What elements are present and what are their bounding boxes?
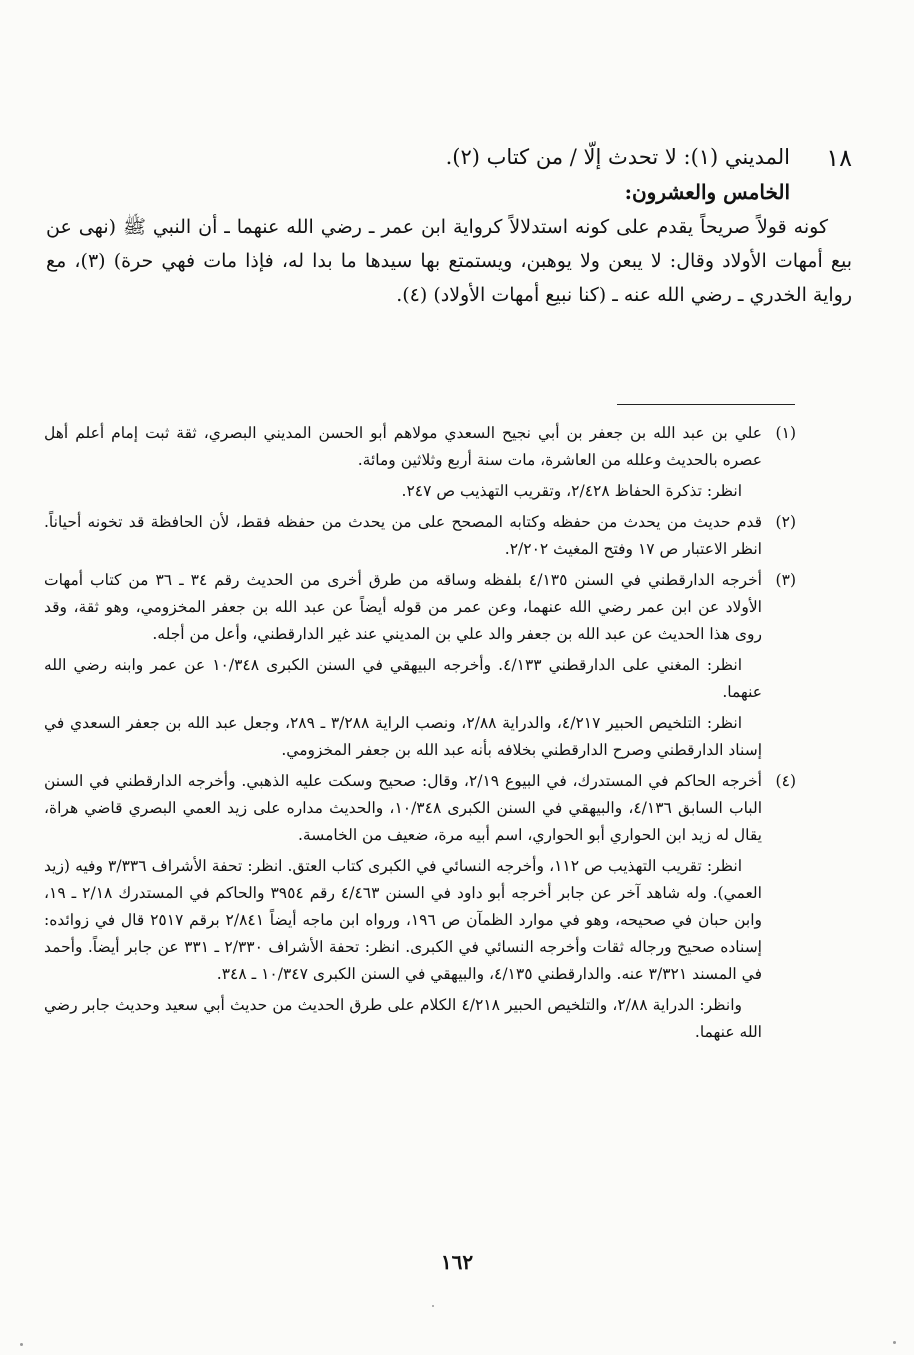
page-number: ١٦٢ bbox=[440, 1250, 474, 1274]
footnote-number: (٢) bbox=[775, 513, 796, 531]
footnote-3 bbox=[44, 567, 796, 764]
footnote-reference: انظر: التلخيص الحبير ٤/٢١٧، والدراية ٢/٨٨، ونصب الراية ٣/٢٨٨ ـ ٢٨٩، وجعل عبد الله بن جعفر السعدي في إسناد الدارقطني وصرح الدارقطني بخلافه بأنه عبد الله بن جعفر المخزومي. bbox=[44, 714, 762, 759]
footnote-reference: انظر: تقريب التهذيب ص ١١٢، وأخرجه النسائي في الكبرى كتاب العتق. انظر: تحفة الأشراف ٣/٣٣٦ وفيه (زيد العمي). وله شاهد آخر عن جابر أخرجه أبو داود في السنن ٤/٤٦٣ رقم ٣٩٥٤ والحاكم في المستدرك ٢/١٨ ـ ١٩، وابن حبان في صحيحه، وهو في موارد الظمآن ص ١٩٦، ورواه ابن ماجه أيضاً ٢/٨٤١ برقم ٢٥١٧ قال في زوائده: إسناده صحيح ورجاله ثقات وأخرجه النسائي في الكبرى. انظر: تحفة الأشراف ٢/٣٣٠ ـ ٣٣١ عن جابر أيضاً. وأحمد في المسند ٣/٣٢١ عنه. والدارقطني ٤/١٣٥، والبيهقي في السنن الكبرى ١٠/٣٤٧ ـ ٣٤٨. bbox=[44, 857, 762, 983]
main-text-block bbox=[46, 140, 852, 312]
footnote-text: أخرجه الحاكم في المستدرك، في البيوع ٢/١٩، وقال: صحيح وسكت عليه الذهبي. وأخرجه الدارقطني في السنن الباب السابق ٤/١٣٦، والبيهقي في السنن الكبرى ١٠/٣٤٨، والحديث مداره على زيد العمي البصري قاضي هراة، يقال له زيد ابن الحواري أبو الحواري، اسم أبيه مرة، ضعيف من الخامسة. bbox=[44, 772, 762, 844]
section-heading: الخامس والعشرون: bbox=[624, 180, 790, 204]
footnote-text: قدم حديث من يحدث من حفظه وكتابه المصحح على من يحدث من حفظه فقط، لأن الحافظة قد تخونه أحياناً. انظر الاعتبار ص ١٧ وفتح المغيث ٢/٢٠٢. bbox=[44, 513, 762, 558]
scan-speck bbox=[893, 1341, 896, 1344]
footnote-separator bbox=[617, 404, 795, 405]
first-line: المديني (١): لا تحدث إلّا / من كتاب (٢). bbox=[445, 145, 790, 169]
body-paragraph: كونه قولاً صريحاً يقدم على كونه استدلالاً كرواية ابن عمر ـ رضي الله عنهما ـ أن النبي ﷺ (نهى عن بيع أمهات الأولاد وقال: لا يبعن ولا يوهبن، ويستمتع بها سيدها ما بدا له، فإذا مات فهي حرة) (٣)، مع رواية الخدري ـ رضي الله عنه ـ (كنا نبيع أمهات الأولاد) (٤). bbox=[46, 216, 852, 306]
footnote-reference: وانظر: الدراية ٢/٨٨، والتلخيص الحبير ٤/٢١٨ الكلام على طرق الحديث من حديث أبي سعيد وحديث جابر رضي الله عنهما. bbox=[44, 996, 762, 1041]
scan-speck bbox=[20, 1343, 23, 1346]
footnote-reference: انظر: المغني على الدارقطني ٤/١٣٣. وأخرجه البيهقي في السنن الكبرى ١٠/٣٤٨ عن عمر وابنه رضي الله عنهما. bbox=[44, 656, 762, 701]
footnote-number: (٣) bbox=[775, 571, 796, 589]
footnote-number: (٤) bbox=[775, 772, 796, 790]
scan-speck bbox=[432, 1305, 434, 1307]
footnote-2 bbox=[44, 509, 796, 563]
footnote-text: علي بن عبد الله بن جعفر بن أبي نجيح السعدي مولاهم أبو الحسن المديني البصري، ثقة ثبت إمام أعلم أهل عصره بالحديث وعلله من العاشرة، مات سنة أربع وثلاثين ومائة. bbox=[44, 424, 762, 469]
footnote-text: أخرجه الدارقطني في السنن ٤/١٣٥ بلفظه وساقه من طرق أخرى من الحديث رقم ٣٤ ـ ٣٦ من كتاب أمهات الأولاد عن ابن عمر رضي الله عنهما، وعن عمر من قوله أيضاً عن عبد الله بن جعفر المخزومي، وهو ثقة، وقد روى هذا الحديث عن عبد الله بن جعفر والد علي بن المديني عند غير الدارقطني، وأعل من أجله. bbox=[44, 571, 762, 643]
footnote-4 bbox=[44, 768, 796, 1046]
footnotes bbox=[44, 420, 796, 1050]
footnote-reference: انظر: تذكرة الحفاظ ٢/٤٢٨، وتقريب التهذيب ص ٢٤٧. bbox=[401, 482, 742, 500]
footnote-1 bbox=[44, 420, 796, 505]
line-number: ١٨ bbox=[826, 144, 852, 172]
footnote-number: (١) bbox=[775, 424, 796, 442]
